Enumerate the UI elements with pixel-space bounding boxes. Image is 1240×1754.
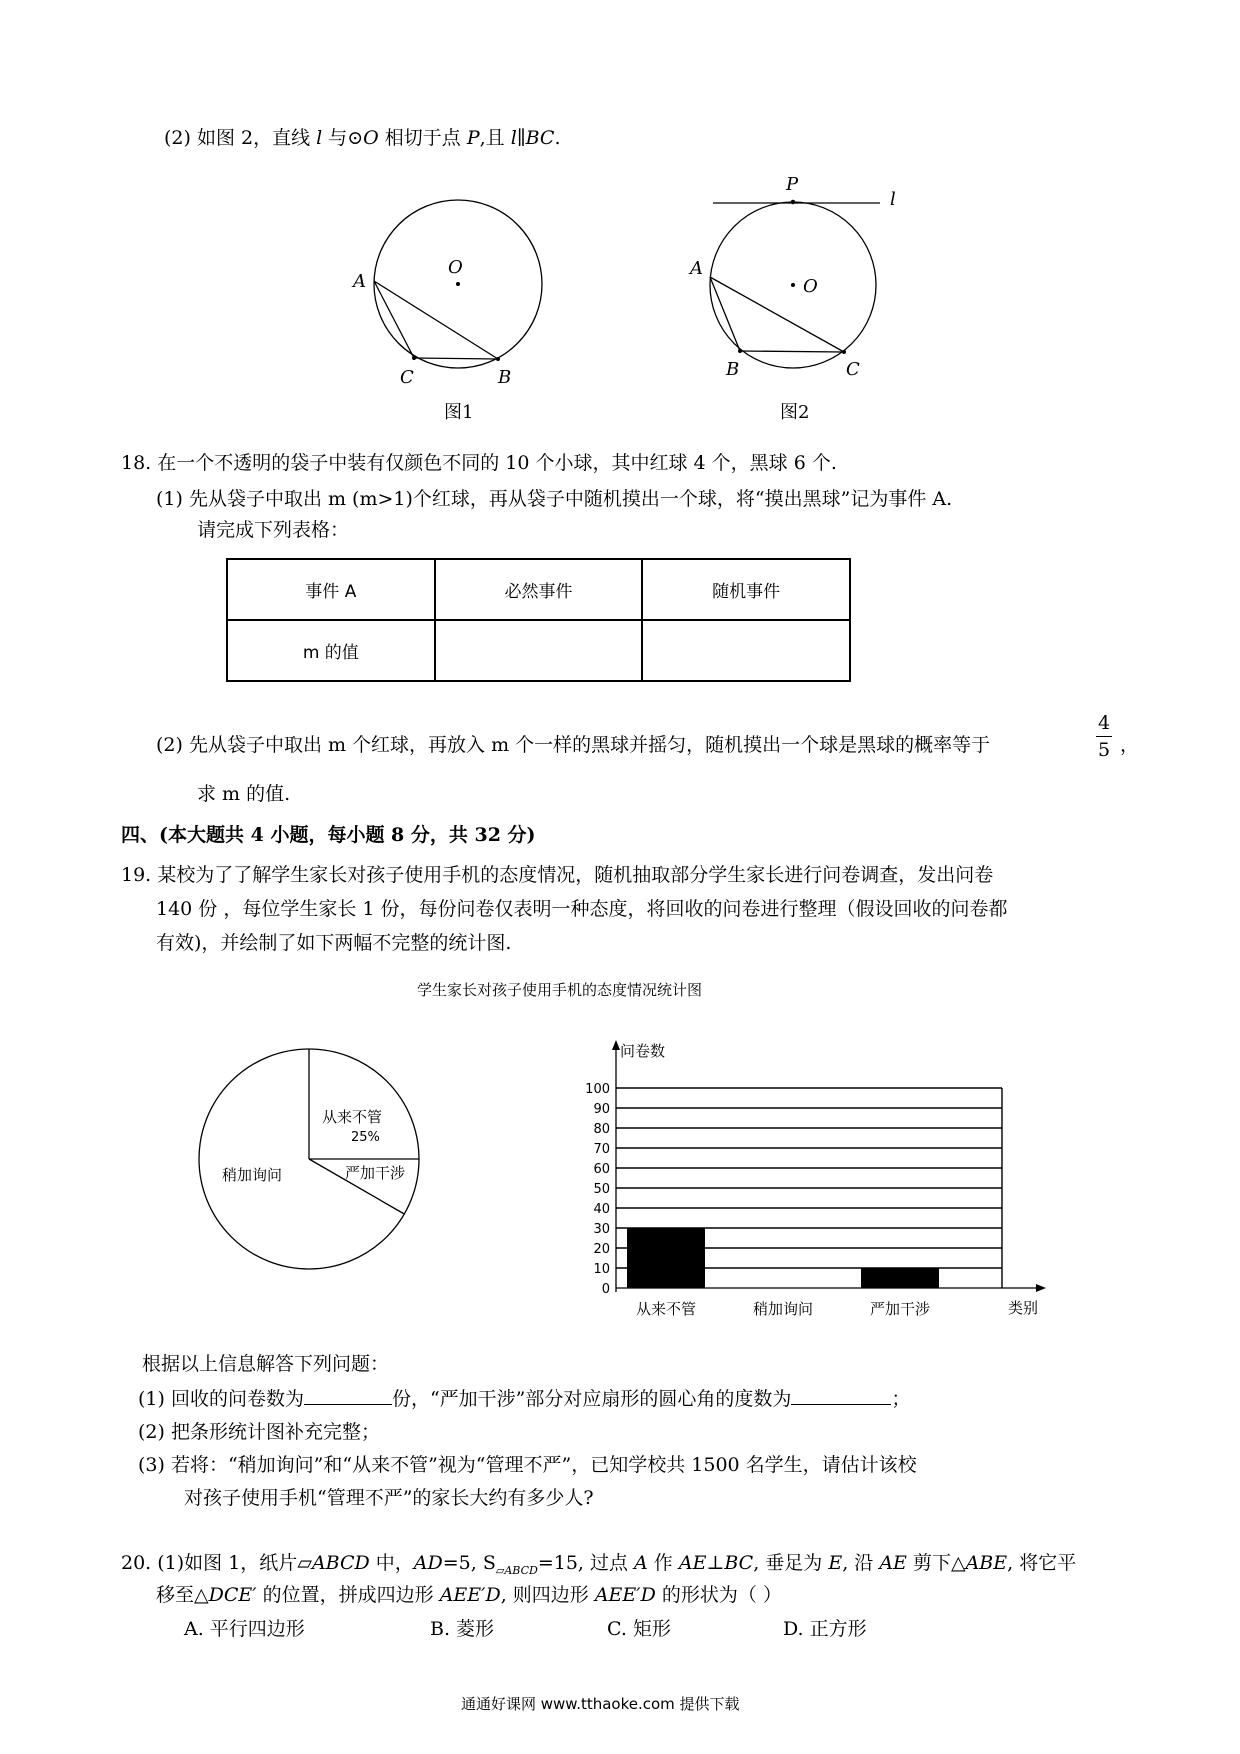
text: . <box>554 127 561 149</box>
page-footer: 通通好课网 www.tthaoke.com 提供下载 <box>461 1695 740 1713</box>
var: AE <box>678 1552 707 1574</box>
answer-cell <box>435 620 643 681</box>
figure-2-circle <box>680 168 920 388</box>
fraction-4-5 <box>1092 712 1116 761</box>
answer-cell <box>642 620 850 681</box>
q18-part2-line2: 求 m 的值. <box>197 783 291 805</box>
q18-part1-line1: (1) 先从袋子中取出 m (m>1)个红球，再从袋子中随机摸出一个球，将“摸出黑球”记为事件 A. <box>156 488 953 510</box>
table-cell: 事件 A <box>227 559 435 620</box>
pie-label-cong-lai-bu-guan: 从来不管 <box>322 1108 383 1126</box>
pie-label-yan-jia-gan-she: 严加干涉 <box>345 1164 406 1182</box>
label-A: A <box>353 271 366 292</box>
q19-sub3-line1: (3) 若将：“稍加询问”和“从来不管”视为“管理不严”，已知学校共 1500 名学生，请估计该校 <box>138 1454 917 1476</box>
y-tick-label: 60 <box>593 1162 610 1177</box>
x-axis-arrow <box>1036 1284 1046 1292</box>
y-tick-label: 50 <box>593 1182 610 1197</box>
x-tick-label: 严加干涉 <box>869 1300 931 1318</box>
label-A: A <box>690 258 703 279</box>
parallel-symbol: ∥ <box>516 127 526 149</box>
chart-title: 学生家长对孩子使用手机的态度情况统计图 <box>417 981 703 999</box>
text: , 则四边形 <box>500 1584 595 1606</box>
bar <box>861 1268 939 1288</box>
text: =15, 过点 <box>537 1552 635 1574</box>
var-BC: BC <box>525 127 555 149</box>
var: DCE′ <box>208 1584 257 1606</box>
pie-label-pct: 25% <box>351 1130 380 1145</box>
pie-chart <box>190 1040 430 1280</box>
q17-part2 <box>164 123 561 150</box>
figure-2-caption: 图2 <box>780 402 810 423</box>
text: , 沿 <box>842 1552 880 1574</box>
text: =5, S <box>442 1552 496 1574</box>
var: AD <box>413 1552 443 1574</box>
y-tick-label: 90 <box>593 1102 610 1117</box>
subscript: ▱ABCD <box>495 1563 538 1577</box>
table-cell: 随机事件 <box>642 559 850 620</box>
text: 20. (1)如图 1，纸片 <box>121 1552 298 1574</box>
fraction-bar <box>1096 736 1112 737</box>
y-tick-label: 30 <box>593 1222 610 1237</box>
label-O: O <box>448 257 463 278</box>
q19-line1: 19. 某校为了了解学生家长对孩子使用手机的态度情况，随机抽取部分学生家长进行问卷调查，发出问卷 <box>121 864 994 886</box>
y-tick-label: 0 <box>601 1282 610 1297</box>
pie-label-shao-jia-xun-wen: 稍加询问 <box>222 1166 283 1184</box>
var-l: l <box>510 127 517 149</box>
section-heading: 四、(本大题共 4 小题，每小题 8 分，共 32 分) <box>121 824 536 846</box>
text: ； <box>891 1388 911 1410</box>
q19-sub1 <box>138 1384 910 1411</box>
var-l: l <box>316 127 323 149</box>
x-tick-label: 稍加询问 <box>752 1300 814 1318</box>
text: 与⊙ <box>322 127 364 149</box>
q19-sub2: (2) 把条形统计图补充完整； <box>138 1421 380 1443</box>
parallelogram-symbol: ▱ <box>297 1552 312 1574</box>
text: , 垂足为 <box>753 1552 829 1574</box>
var: AEE′D <box>594 1584 656 1606</box>
var: ABCD <box>311 1552 370 1574</box>
label-C: C <box>400 367 414 388</box>
y-tick-label: 80 <box>593 1122 610 1137</box>
figure-1-caption: 图1 <box>444 402 474 423</box>
q19-intro: 根据以上信息解答下列问题： <box>142 1353 390 1375</box>
text: 作 <box>647 1552 679 1574</box>
label-B: B <box>498 367 512 388</box>
text: 份，“严加干涉”部分对应扇形的圆心角的度数为 <box>391 1388 792 1410</box>
option-a[interactable]: A. 平行四边形 <box>184 1618 305 1640</box>
y-tick-label: 20 <box>593 1242 610 1257</box>
text: , 将它平 <box>1007 1552 1077 1574</box>
y-tick-label: 10 <box>593 1262 610 1277</box>
x-axis-label: 类别 <box>1008 1299 1039 1317</box>
text: 移至△ <box>156 1584 209 1606</box>
y-axis-arrow <box>612 1040 620 1050</box>
event-table <box>226 558 851 682</box>
var: BC <box>724 1552 754 1574</box>
var: ABE <box>965 1552 1008 1574</box>
q20-line2 <box>156 1580 782 1607</box>
q20-line1 <box>121 1548 1076 1577</box>
var: AE <box>879 1552 907 1574</box>
q19-line2: 140 份 ，每位学生家长 1 份，每份问卷仅表明一种态度，将回收的问卷进行整理（假设回收的问卷都 <box>156 898 1008 920</box>
q19-sub3-line2: 对孩子使用手机“管理不严”的家长大约有多少人? <box>184 1487 594 1509</box>
y-axis-label: 问卷数 <box>620 1042 666 1060</box>
table-row <box>227 620 850 681</box>
var-O: O <box>363 127 379 149</box>
option-b[interactable]: B. 菱形 <box>430 1618 495 1640</box>
text: ,且 <box>479 127 511 149</box>
var: E <box>828 1552 843 1574</box>
figure-1-circle <box>340 190 570 390</box>
fraction-denominator: 5 <box>1097 739 1111 761</box>
option-d[interactable]: D. 正方形 <box>783 1618 867 1640</box>
x-tick-label: 从来不管 <box>635 1300 697 1318</box>
fraction-numerator: 4 <box>1097 712 1111 734</box>
text: (2) 如图 2，直线 <box>164 127 317 149</box>
answer-blank-2[interactable] <box>791 1386 891 1405</box>
text: 剪下△ <box>906 1552 966 1574</box>
table-cell: 必然事件 <box>435 559 643 620</box>
q18-part2-line1: (2) 先从袋子中取出 m 个红球，再放入 m 个一样的黑球并摇匀，随机摸出一个球是黑球的概率等于 <box>156 734 991 756</box>
perp-symbol: ⊥ <box>706 1552 725 1574</box>
answer-blank-1[interactable] <box>304 1386 392 1405</box>
text: 的位置，拼成四边形 <box>256 1584 440 1606</box>
q18-part1-line2: 请完成下列表格： <box>197 519 350 541</box>
text: 中， <box>369 1552 414 1574</box>
label-C: C <box>846 359 860 380</box>
var: A <box>634 1552 648 1574</box>
bar-chart <box>560 1030 1060 1330</box>
var-P: P <box>466 127 480 149</box>
y-tick-label: 40 <box>593 1202 610 1217</box>
q18-stem: 18. 在一个不透明的袋子中装有仅颜色不同的 10 个小球，其中红球 4 个，黑球 6 个. <box>121 452 837 474</box>
table-cell: m 的值 <box>227 620 435 681</box>
table-row <box>227 559 850 620</box>
text: 相切于点 <box>378 127 467 149</box>
bar <box>627 1228 705 1288</box>
y-tick-label: 100 <box>585 1082 610 1097</box>
option-c[interactable]: C. 矩形 <box>607 1618 671 1640</box>
q18-part2-comma: ， <box>1120 734 1140 756</box>
label-l: l <box>890 189 896 210</box>
label-P: P <box>786 174 799 195</box>
label-O: O <box>803 276 818 297</box>
label-B: B <box>726 359 740 380</box>
var: AEE′D <box>439 1584 501 1606</box>
text: 的形状为（ ） <box>655 1584 782 1606</box>
text: (1) 回收的问卷数为 <box>138 1388 304 1410</box>
y-tick-label: 70 <box>593 1142 610 1157</box>
q19-line3: 有效)，并绘制了如下两幅不完整的统计图. <box>156 932 512 954</box>
